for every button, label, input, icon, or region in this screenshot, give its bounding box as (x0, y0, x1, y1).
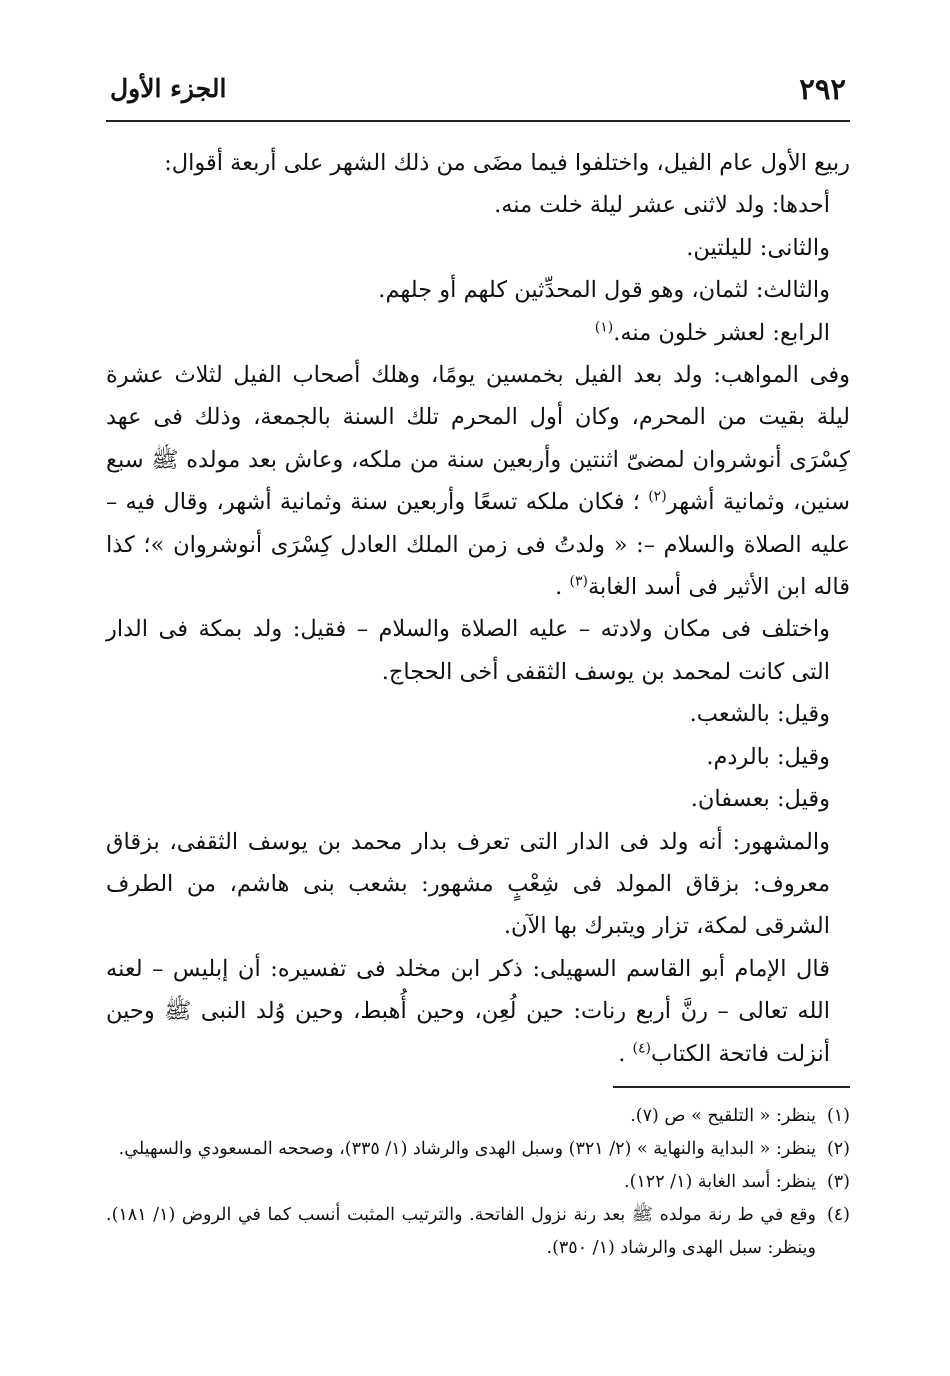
footnote-text: وقع في ط رنة مولده ﷺ بعد رنة نزول الفاتحة. والترتيب المثبت أنسب كما في الروض (١/ ١٨١). وينظر: سبل الهدى والرشاد (١/ ٣٥٠). (106, 1205, 816, 1258)
footnote-ref: (٣) (569, 573, 588, 590)
page-number: ٢٩٢ (799, 72, 846, 106)
paragraph: واختلف فى مكان ولادته – عليه الصلاة والسلام – فقيل: ولد بمكة فى الدار التى كانت لمحمد بن يوسف الثقفى أخى الحجاج. (106, 616, 830, 685)
footnote-number: (٣) (826, 1172, 850, 1192)
paragraph: والثانى: لليلتين. (686, 234, 830, 261)
footnote-text: ينظر: « البداية والنهاية » (٢/ ٣٢١) وسبل الهدى والرشاد (١/ ٣٣٥)، وصححه المسعودي والسهيلي. (118, 1139, 816, 1159)
footnote (106, 1166, 850, 1199)
paragraph: الرابع: لعشر خلون منه.$^{(١)}$ (594, 319, 830, 346)
footnotes (106, 1100, 850, 1265)
footnote-number: (١) (826, 1106, 850, 1126)
paragraph: ربيع الأول عام الفيل، واختلفوا فيما مضَى من ذلك الشهر على أربعة أقوال: (164, 150, 850, 176)
footnote (106, 1199, 850, 1265)
footnote (106, 1100, 850, 1133)
book-page (106, 66, 850, 1316)
footnote-divider (613, 1086, 850, 1088)
paragraph: وقيل: بالشعب. (689, 701, 830, 728)
paragraph: وقيل: بعسفان. (690, 786, 830, 813)
footnote-ref: (١) (594, 319, 614, 336)
paragraph: أحدها: ولد لاثنى عشر ليلة خلت منه. (494, 192, 830, 219)
footnote-ref: (٤) (632, 1040, 651, 1057)
footnote-text: ينظر: « التلقيح » ص (٧). (630, 1106, 816, 1126)
paragraph: وفى المواهب: ولد بعد الفيل بخمسين يومًا، وهلك أصحاب الفيل لثلاث عشرة ليلة بقيت من المحرم، وكان أول المحرم تلك السنة بالجمعة، وذلك فى عهد كِسْرَى أنوشروان لمضىّ اثنتين وأربعين سنة من ملكه، وعاش بعد مولده ﷺ سبع سنين، وثمانية أشهر$^{(٢)}$ ؛ فكان ملكه تسعًا وأربعين سنة وثمانية أشهر، وقال فيه – عليه الصلاة والسلام –: « ولدتُ فى زمن الملك العادل كِسْرَى أنوشروان »؛ كذا قاله ابن الأثير فى أسد الغابة$^{(٣)}$ . (106, 362, 850, 601)
footnote-ref: (٢) (648, 488, 667, 505)
paragraph: والمشهور: أنه ولد فى الدار التى تعرف بدار محمد بن يوسف الثقفى، بزقاق معروف: بزقاق المولد فى شِعْبٍ مشهور: بشعب بنى هاشم، من الطرف الشرقى لمكة، تزار ويتبرك بها الآن. (106, 828, 830, 940)
paragraph: وقيل: بالردم. (706, 743, 830, 770)
running-title: الجزء الأول (110, 74, 227, 103)
page-header (106, 66, 850, 118)
paragraph: والثالث: لثمان، وهو قول المحدِّثين كلهم أو جلهم. (378, 277, 830, 304)
main-text (106, 142, 850, 1075)
header-divider (106, 120, 850, 122)
paragraph: قال الإمام أبو القاسم السهيلى: ذكر ابن مخلد فى تفسيره: أن إبليس – لعنه الله تعالى – رنَّ أربع رنات: حين لُعِن، وحين أُهبط، وحين وُلد النبى ﷺ وحين أنزلت فاتحة الكتاب$^{(٤)}$ . (106, 955, 830, 1067)
footnote (106, 1133, 850, 1166)
footnote-text: ينظر: أسد الغابة (١/ ١٢٢). (624, 1172, 816, 1192)
footnote-number: (٤) (826, 1205, 850, 1225)
footnote-number: (٢) (826, 1139, 850, 1159)
